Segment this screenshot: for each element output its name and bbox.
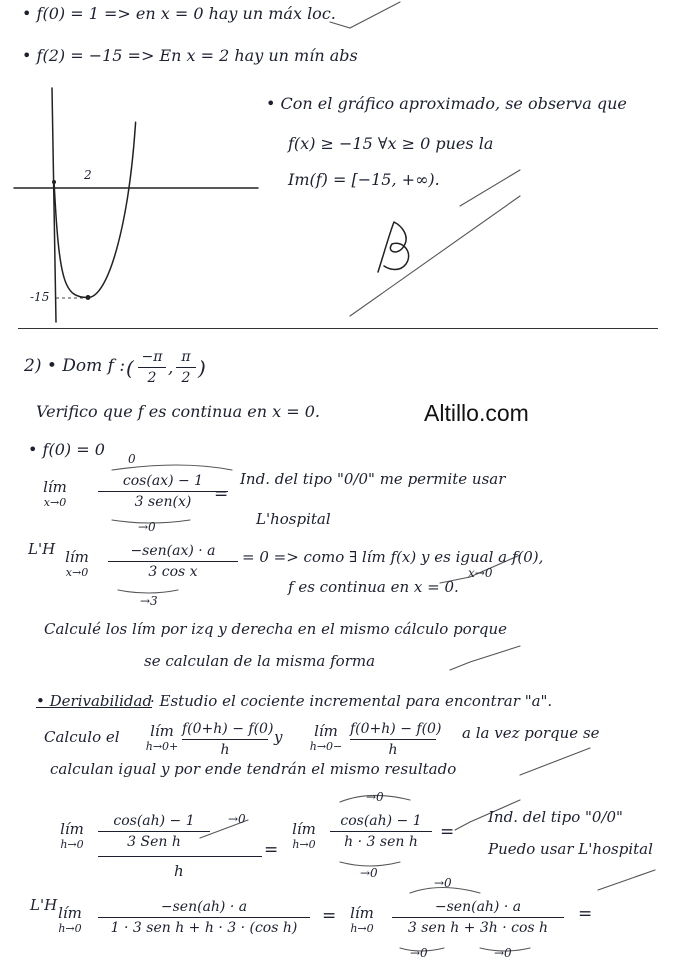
- domain-bracket-close: ): [198, 356, 206, 380]
- image-note-line2: f(x) ≥ −15 ∀x ≥ 0 pues la: [288, 134, 494, 153]
- lim2-operator: lím x→0: [65, 548, 89, 579]
- lim3-operator: lím h→0: [60, 820, 84, 851]
- lim1-note-bot: →0: [138, 520, 156, 534]
- calc-lim-minus: lím h→0−: [309, 722, 343, 753]
- note-min-abs: • f(2) = −15 => En x = 2 hay un mín abs: [22, 46, 358, 65]
- lim1-fraction: cos(ax) − 1 3 sen(x): [98, 472, 228, 511]
- equals-sign: =: [214, 484, 229, 504]
- lim5-fraction: −sen(ah) · a 1 · 3 sen h + h · 3 · (cos h): [98, 898, 310, 937]
- check-mark-icon: [460, 170, 520, 206]
- lim4-note-bot: →0: [360, 866, 378, 880]
- equals-sign: =: [440, 822, 455, 842]
- check-mark-icon: [598, 870, 655, 890]
- section-divider: [18, 328, 658, 329]
- lim1-comment: Ind. del tipo "0/0" me permite usar: [240, 470, 506, 488]
- graph-tick-minus15: -15: [30, 290, 50, 304]
- deriv-text: · Estudio el cociente incremental para encontrar "a".: [150, 692, 553, 710]
- calc-text-c: calculan igual y por ende tendrán el mismo resultado: [50, 760, 457, 778]
- lim2-fraction: −sen(ax) · a 3 cos x: [108, 542, 238, 581]
- equals-sign: =: [322, 906, 337, 926]
- image-note-line3: Im(f) = [−15, +∞).: [288, 170, 440, 189]
- watermark: Altillo.com: [424, 400, 529, 426]
- calc-y: y: [274, 728, 283, 746]
- underbrace: [118, 590, 178, 593]
- lim4-operator: lím h→0: [292, 820, 316, 851]
- lim6-note-bot2: →0: [494, 946, 512, 960]
- calc-fraction-minus: f(0+h) − f(0) h: [350, 721, 442, 758]
- lim6-fraction: −sen(ah) · a 3 sen h + 3h · cos h: [392, 898, 564, 937]
- note-max-local: • f(0) = 1 => en x = 0 hay un máx loc.: [22, 4, 336, 23]
- lh-mark: L'H: [30, 896, 58, 914]
- lim1-note-top: 0: [128, 452, 136, 466]
- lim3-outer-den: h: [174, 862, 184, 880]
- check-mark-icon: [330, 2, 400, 28]
- calc-text-a: Calculo el: [44, 728, 120, 746]
- lim6-note-top: →0: [434, 876, 452, 890]
- lim1-operator: lím x→0: [43, 478, 67, 509]
- graph-curve: [54, 122, 136, 297]
- graph-tick-2: 2: [84, 168, 92, 182]
- domain-comma: ,: [168, 358, 174, 378]
- calc-fraction-plus: f(0+h) − f(0) h: [182, 721, 274, 758]
- lim6-operator: lím h→0: [350, 904, 374, 935]
- lim4-fraction: cos(ah) − 1 h · 3 sen h: [330, 812, 432, 851]
- graph-min-point: [86, 295, 91, 300]
- calc-text-b: a la vez porque se: [462, 724, 600, 742]
- calc-lim-plus: lím h→0+: [145, 722, 179, 753]
- lateral-note2: se calculan de la misma forma: [144, 652, 376, 670]
- check-mark-icon: [520, 748, 590, 775]
- image-note-line1: • Con el gráfico aproximado, se observa que: [266, 94, 627, 113]
- deriv-label: • Derivabilidad: [36, 692, 153, 710]
- lateral-note1: Calculé los lím por izq y derecha en el mismo cálculo porque: [44, 620, 508, 638]
- domain-bracket-open: (: [126, 356, 134, 380]
- ind-note1: Ind. del tipo "0/0": [488, 808, 623, 826]
- verify-text: Verifico que f es continua en x = 0.: [36, 402, 320, 421]
- lim6-note-bot1: →0: [410, 946, 428, 960]
- lim3-outer-bar: [98, 856, 262, 857]
- check-mark-icon: [350, 196, 520, 316]
- domain-right-fraction: π 2: [176, 348, 196, 387]
- lim1-comment2: L'hospital: [256, 510, 331, 528]
- lim4-note-top: →0: [366, 790, 384, 804]
- signature-mark: [378, 222, 409, 272]
- domain-left-fraction: −π 2: [138, 348, 166, 387]
- graph-start-point: [52, 180, 56, 184]
- ind-note2: Puedo usar L'hospital: [488, 840, 653, 858]
- section2-header: 2) • Dom f :: [24, 356, 126, 376]
- lim3-inner-fraction: cos(ah) − 1 3 Sen h: [98, 812, 210, 851]
- equals-sign: =: [264, 840, 279, 860]
- lh-mark: L'H: [28, 540, 56, 558]
- check-mark-icon: [450, 646, 520, 670]
- lim5-operator: lím h→0: [58, 904, 82, 935]
- lim2-result2: f es continua en x = 0.: [288, 578, 459, 596]
- lim2-den-note: →3: [140, 594, 158, 608]
- f0-text: • f(0) = 0: [28, 440, 105, 459]
- equals-sign: =: [578, 904, 593, 924]
- lim2-result-sub: x→0: [468, 566, 493, 580]
- lim2-result: = 0 => como ∃ lím f(x) y es igual a f(0),: [242, 548, 544, 566]
- lim3-arrow: →0: [228, 812, 246, 826]
